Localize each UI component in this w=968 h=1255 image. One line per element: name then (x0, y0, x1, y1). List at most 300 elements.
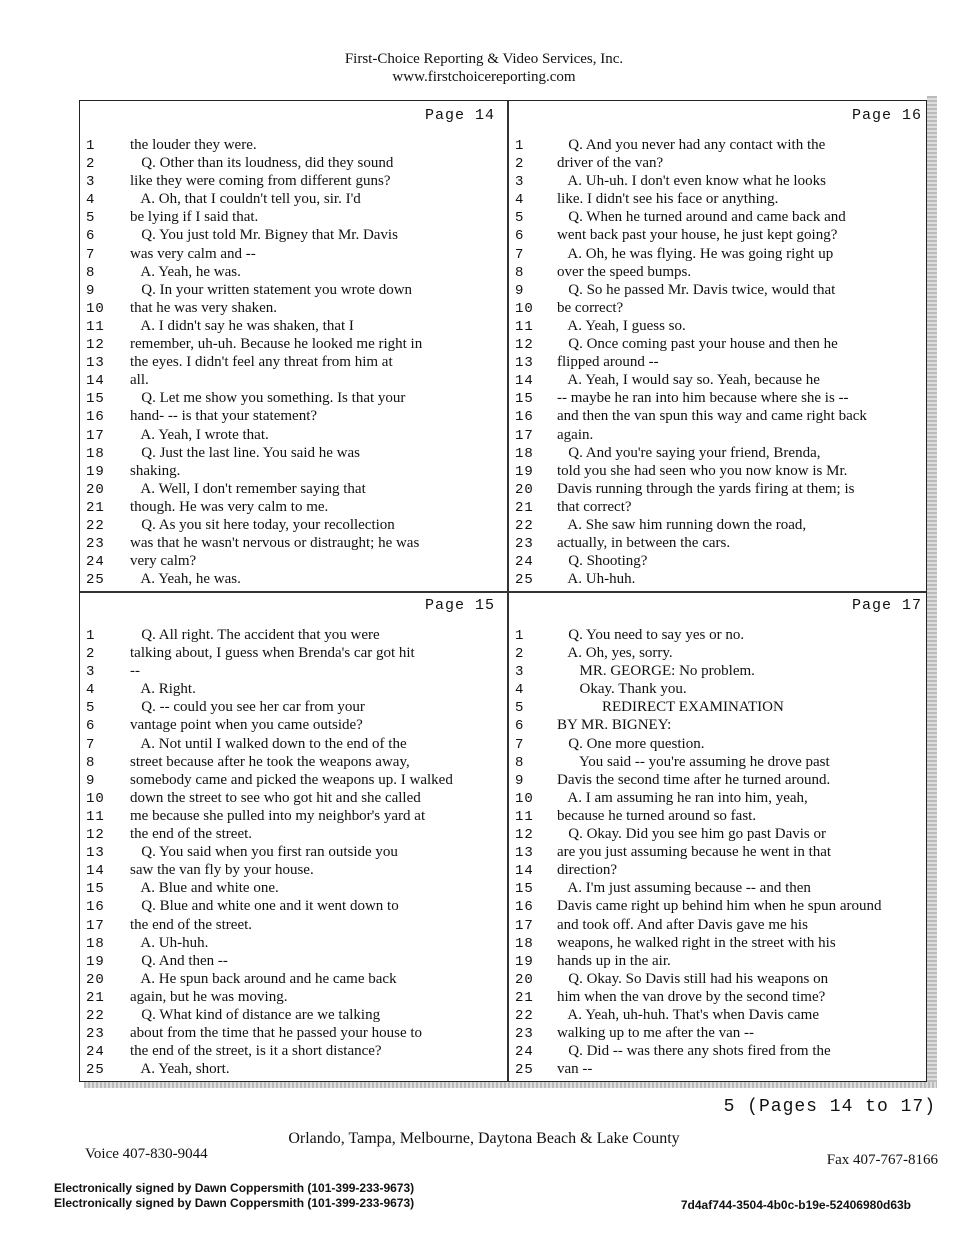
line-text: flipped around -- (557, 354, 659, 371)
line-number: 5 (515, 210, 525, 227)
line-text: told you she had seen who you now know is Mr. (557, 462, 848, 479)
line-number: 25 (515, 1062, 534, 1079)
transcript-line (507, 390, 934, 408)
line-text: very calm? (130, 553, 197, 570)
transcript-line (507, 663, 934, 681)
transcript-line (507, 844, 934, 862)
line-text: Q. Other than its loudness, did they sound (130, 155, 394, 172)
line-number: 6 (86, 228, 96, 245)
line-number: 14 (515, 863, 534, 880)
transcript-line (80, 535, 507, 553)
transcript-line (507, 681, 934, 699)
line-number: 21 (86, 989, 105, 1006)
transcript-line (507, 880, 934, 898)
line-number: 22 (515, 1007, 534, 1024)
line-text: shaking. (130, 462, 181, 479)
transcript-line (80, 191, 507, 209)
line-text: Q. Let me show you something. Is that your (130, 390, 406, 407)
line-text: again, but he was moving. (130, 988, 288, 1005)
line-number: 22 (86, 517, 105, 534)
line-number: 7 (86, 246, 96, 263)
line-text: street because after he took the weapons away, (130, 753, 410, 770)
line-number: 24 (86, 1044, 105, 1061)
line-text: Q. As you sit here today, your recollection (130, 516, 395, 533)
line-text: Davis running through the yards firing at them; is (557, 480, 855, 497)
line-text: saw the van fly by your house. (130, 862, 314, 879)
transcript-line (80, 445, 507, 463)
line-text: A. Yeah, I wrote that. (130, 426, 269, 443)
transcript-line (80, 808, 507, 826)
line-number: 13 (86, 845, 105, 862)
line-number: 12 (86, 827, 105, 844)
transcript-line (507, 808, 934, 826)
transcript-line (507, 246, 934, 264)
line-number: 4 (515, 192, 525, 209)
transcript-line (507, 571, 934, 589)
transcript-line (80, 898, 507, 916)
line-number: 9 (86, 772, 96, 789)
line-text: Q. So he passed Mr. Davis twice, would that (557, 281, 836, 298)
transcript-line (80, 790, 507, 808)
line-text: You said -- you're assuming he drove past (557, 753, 830, 770)
line-number: 18 (86, 445, 105, 462)
line-text: the end of the street. (130, 826, 253, 843)
line-number: 14 (86, 373, 105, 390)
line-number: 1 (515, 628, 525, 644)
transcript-lines (507, 137, 934, 589)
line-text: walking up to me after the van -- (557, 1025, 755, 1042)
transcript-line (80, 264, 507, 282)
transcript-line (80, 917, 507, 935)
line-number: 2 (86, 646, 96, 663)
line-number: 9 (515, 772, 525, 789)
transcript-line (507, 209, 934, 227)
transcript-line (80, 1025, 507, 1043)
line-number: 11 (515, 318, 534, 335)
electronic-signature: Electronically signed by Dawn Coppersmith (101-399-233-9673) (54, 1181, 415, 1195)
transcript-line (80, 209, 507, 227)
transcript-line (507, 499, 934, 517)
line-number: 10 (86, 790, 105, 807)
line-text: actually, in between the cars. (557, 535, 731, 552)
line-text: Q. And you never had any contact with the (557, 137, 826, 153)
line-number: 20 (515, 971, 534, 988)
transcript-line (80, 137, 507, 155)
transcript-page-panel (507, 101, 934, 591)
transcript-line (507, 1061, 934, 1079)
company-name: First-Choice Reporting & Video Services, Inc. (344, 51, 624, 67)
line-number: 8 (515, 754, 525, 771)
transcript-line (80, 1007, 507, 1025)
transcript-line (507, 336, 934, 354)
line-text: be correct? (557, 299, 624, 316)
line-number: 7 (86, 736, 96, 753)
line-number: 13 (86, 355, 105, 372)
grid-shadow-bottom (84, 1082, 937, 1088)
transcript-line (507, 408, 934, 426)
line-text: over the speed bumps. (557, 263, 692, 280)
line-number: 2 (515, 646, 525, 663)
transcript-line (507, 645, 934, 663)
line-number: 18 (515, 935, 534, 952)
transcript-line (80, 318, 507, 336)
line-text: me because she pulled into my neighbor's yard at (130, 807, 426, 824)
line-text: and then the van spun this way and came right back (557, 408, 867, 425)
transcript-line (80, 681, 507, 699)
line-number: 3 (86, 174, 96, 191)
line-number: 13 (515, 845, 534, 862)
page-number-label: Page 15 (424, 597, 495, 614)
line-text: Q. You said when you first ran outside you (130, 844, 398, 861)
line-text: Q. You just told Mr. Bigney that Mr. Davis (130, 227, 398, 244)
transcript-line (80, 772, 507, 790)
line-text: Q. Just the last line. You said he was (130, 444, 360, 461)
transcript-line (80, 336, 507, 354)
line-number: 11 (86, 318, 105, 335)
transcript-lines (80, 627, 507, 1079)
page-header (0, 50, 968, 86)
line-number: 11 (515, 808, 534, 825)
line-text: A. Yeah, uh-huh. That's when Davis came (557, 1006, 819, 1023)
line-number: 24 (515, 554, 534, 571)
transcript-line (80, 246, 507, 264)
transcript-line (80, 1043, 507, 1061)
line-text: weapons, he walked right in the street with his (557, 934, 836, 951)
line-text: Q. Okay. Did you see him go past Davis or (557, 826, 826, 843)
line-number: 1 (515, 138, 525, 154)
transcript-line (507, 935, 934, 953)
transcript-line (80, 627, 507, 645)
line-text: down the street to see who got hit and she called (130, 789, 421, 806)
line-text: all. (130, 372, 149, 389)
line-number: 3 (515, 174, 525, 191)
line-number: 7 (515, 246, 525, 263)
line-text: Q. What kind of distance are we talking (130, 1006, 381, 1023)
line-number: 23 (86, 1026, 105, 1043)
transcript-line (80, 699, 507, 717)
document-id: 7d4af744-3504-4b0c-b19e-52406980d63b (680, 1198, 911, 1212)
line-text: A. Uh-huh. (557, 571, 636, 588)
line-text: the louder they were. (130, 137, 257, 153)
line-number: 23 (515, 1026, 534, 1043)
transcript-line (80, 826, 507, 844)
transcript-line (507, 971, 934, 989)
line-number: 2 (515, 156, 525, 173)
transcript-line (80, 227, 507, 245)
transcript-line (507, 717, 934, 735)
line-number: 16 (515, 409, 534, 426)
transcript-line (507, 790, 934, 808)
line-text: A. I am assuming he ran into him, yeah, (557, 789, 808, 806)
transcript-line (80, 571, 507, 589)
line-text: direction? (557, 862, 617, 879)
line-number: 20 (86, 481, 105, 498)
line-number: 25 (515, 572, 534, 589)
line-text: A. Oh, yes, sorry. (557, 645, 673, 662)
line-text: the eyes. I didn't feel any threat from him at (130, 354, 393, 371)
line-number: 4 (86, 192, 96, 209)
transcript-line (507, 1043, 934, 1061)
line-number: 2 (86, 156, 96, 173)
line-number: 8 (86, 754, 96, 771)
transcript-page-panel (80, 101, 507, 591)
transcript-lines (507, 627, 934, 1079)
line-number: 15 (86, 391, 105, 408)
line-text: REDIRECT EXAMINATION (557, 699, 784, 716)
line-number: 22 (515, 517, 534, 534)
transcript-line (507, 826, 934, 844)
transcript-line (507, 736, 934, 754)
line-text: Q. And you're saying your friend, Brenda, (557, 444, 821, 461)
line-number: 17 (515, 917, 534, 934)
transcript-line (507, 1025, 934, 1043)
line-text: A. I didn't say he was shaken, that I (130, 317, 354, 334)
transcript-line (507, 445, 934, 463)
line-text: the end of the street. (130, 916, 253, 933)
transcript-line (80, 408, 507, 426)
line-number: 17 (86, 917, 105, 934)
line-text: Q. You need to say yes or no. (557, 627, 745, 643)
line-number: 12 (515, 827, 534, 844)
line-number: 18 (86, 935, 105, 952)
line-text: though. He was very calm to me. (130, 498, 329, 515)
line-text: vantage point when you came outside? (130, 717, 363, 734)
transcript-line (507, 553, 934, 571)
transcript-line (507, 318, 934, 336)
line-text: him when the van drove by the second time? (557, 988, 826, 1005)
line-text: MR. GEORGE: No problem. (557, 663, 755, 680)
line-number: 5 (86, 700, 96, 717)
line-text: Q. In your written statement you wrote down (130, 281, 413, 298)
transcript-page-panel (80, 591, 507, 1081)
line-text: about from the time that he passed your house to (130, 1025, 423, 1042)
line-number: 23 (515, 536, 534, 553)
voice-phone: Voice 407-830-9044 (85, 1146, 208, 1162)
line-number: 7 (515, 736, 525, 753)
transcript-page-panel (507, 591, 934, 1081)
line-text: A. She saw him running down the road, (557, 516, 807, 533)
line-text: Davis came right up behind him when he spun around (557, 898, 882, 915)
page-number-label: Page 17 (851, 597, 922, 614)
line-text: A. Not until I walked down to the end of the (130, 735, 407, 752)
transcript-line (80, 953, 507, 971)
line-text: Q. Once coming past your house and then he (557, 336, 838, 353)
line-text: somebody came and picked the weapons up. I walked (130, 771, 453, 788)
line-number: 16 (515, 899, 534, 916)
line-text: again. (557, 426, 594, 443)
transcript-grid (79, 100, 927, 1082)
pages-summary: 5 (Pages 14 to 17) (723, 1097, 936, 1117)
line-text: A. Right. (130, 681, 196, 698)
line-text: because he turned around so fast. (557, 807, 757, 824)
line-number: 24 (86, 554, 105, 571)
line-number: 9 (86, 282, 96, 299)
transcript-line (507, 300, 934, 318)
transcript-line (80, 553, 507, 571)
line-number: 16 (86, 409, 105, 426)
transcript-line (507, 191, 934, 209)
transcript-line (80, 717, 507, 735)
line-number: 12 (86, 337, 105, 354)
office-locations: Orlando, Tampa, Melbourne, Daytona Beach & Lake County (288, 1130, 680, 1147)
line-text: A. Blue and white one. (130, 880, 279, 897)
line-number: 22 (86, 1007, 105, 1024)
line-number: 14 (86, 863, 105, 880)
line-number: 8 (515, 264, 525, 281)
line-number: 3 (515, 664, 525, 681)
line-text: A. Well, I don't remember saying that (130, 480, 366, 497)
line-number: 15 (515, 881, 534, 898)
line-text: Q. All right. The accident that you were (130, 627, 380, 643)
transcript-line (80, 971, 507, 989)
transcript-line (80, 880, 507, 898)
line-number: 3 (86, 664, 96, 681)
line-number: 11 (86, 808, 105, 825)
transcript-line (507, 953, 934, 971)
line-number: 4 (515, 682, 525, 699)
line-number: 21 (86, 499, 105, 516)
line-text: A. Yeah, he was. (130, 571, 241, 588)
transcript-line (507, 155, 934, 173)
transcript-line (80, 1061, 507, 1079)
line-text: went back past your house, he just kept going? (557, 227, 838, 244)
line-number: 24 (515, 1044, 534, 1061)
line-text: are you just assuming because he went in that (557, 844, 832, 861)
line-number: 15 (515, 391, 534, 408)
line-number: 19 (515, 463, 534, 480)
transcript-line (507, 517, 934, 535)
line-number: 25 (86, 1062, 105, 1079)
transcript-line (80, 736, 507, 754)
transcript-line (80, 989, 507, 1007)
line-text: Q. When he turned around and came back and (557, 209, 846, 226)
line-number: 10 (515, 790, 534, 807)
line-number: 17 (515, 427, 534, 444)
line-text: A. Yeah, he was. (130, 263, 241, 280)
transcript-line (80, 844, 507, 862)
transcript-line (507, 481, 934, 499)
line-text: Q. And then -- (130, 952, 228, 969)
line-text: talking about, I guess when Brenda's car got hit (130, 645, 415, 662)
line-text: BY MR. BIGNEY: (557, 717, 672, 734)
line-number: 19 (86, 463, 105, 480)
line-number: 10 (86, 300, 105, 317)
line-text: be lying if I said that. (130, 209, 259, 226)
line-text: like. I didn't see his face or anything. (557, 191, 779, 208)
electronic-signature: Electronically signed by Dawn Coppersmith (101-399-233-9673) (54, 1196, 415, 1210)
fax-number: Fax 407-767-8166 (826, 1152, 938, 1168)
line-number: 13 (515, 355, 534, 372)
line-text: A. Yeah, short. (130, 1061, 230, 1078)
line-text: hand- -- is that your statement? (130, 408, 318, 425)
line-text: van -- (557, 1061, 593, 1078)
transcript-line (507, 1007, 934, 1025)
line-number: 19 (86, 953, 105, 970)
line-number: 14 (515, 373, 534, 390)
line-text: A. He spun back around and he came back (130, 970, 397, 987)
line-text: A. Oh, he was flying. He was going right up (557, 245, 834, 262)
transcript-line (507, 862, 934, 880)
line-text: remember, uh-uh. Because he looked me right in (130, 336, 423, 353)
line-text: and took off. And after Davis gave me his (557, 916, 808, 933)
line-number: 8 (86, 264, 96, 281)
transcript-line (507, 354, 934, 372)
line-text: was very calm and -- (130, 245, 256, 262)
line-number: 1 (86, 628, 96, 644)
line-text: that he was very shaken. (130, 299, 278, 316)
line-number: 6 (515, 718, 525, 735)
line-number: 4 (86, 682, 96, 699)
company-website: www.firstchoicereporting.com (392, 69, 576, 85)
line-text: -- maybe he ran into him because where she is -- (557, 390, 849, 407)
line-number: 6 (515, 228, 525, 245)
transcript-line (507, 137, 934, 155)
line-text: Davis the second time after he turned around. (557, 771, 831, 788)
transcript-line (507, 898, 934, 916)
line-text: Q. Okay. So Davis still had his weapons on (557, 970, 829, 987)
line-text: Q. Shooting? (557, 553, 648, 570)
line-text: the end of the street, is it a short distance? (130, 1043, 382, 1060)
transcript-line (507, 699, 934, 717)
transcript-line (507, 282, 934, 300)
line-number: 12 (515, 337, 534, 354)
line-text: driver of the van? (557, 155, 664, 172)
transcript-lines (80, 137, 507, 589)
transcript-line (80, 427, 507, 445)
line-text: -- (130, 663, 140, 680)
line-text: A. Uh-uh. I don't even know what he looks (557, 173, 826, 190)
line-number: 5 (515, 700, 525, 717)
transcript-line (80, 754, 507, 772)
line-text: hands up in the air. (557, 952, 671, 969)
line-text: Q. -- could you see her car from your (130, 699, 365, 716)
transcript-line (507, 427, 934, 445)
transcript-line (507, 535, 934, 553)
transcript-line (80, 282, 507, 300)
transcript-line (80, 645, 507, 663)
line-number: 23 (86, 536, 105, 553)
line-number: 25 (86, 572, 105, 589)
transcript-line (80, 390, 507, 408)
transcript-line (507, 264, 934, 282)
line-text: Q. One more question. (557, 735, 705, 752)
transcript-line (507, 463, 934, 481)
line-text: was that he wasn't nervous or distraught; he was (130, 535, 420, 552)
transcript-line (507, 227, 934, 245)
line-number: 16 (86, 899, 105, 916)
line-text: Okay. Thank you. (557, 681, 687, 698)
line-text: A. Yeah, I guess so. (557, 317, 686, 334)
line-number: 21 (515, 499, 534, 516)
transcript-line (80, 300, 507, 318)
transcript-line (80, 354, 507, 372)
transcript-line (80, 173, 507, 191)
transcript-line (80, 155, 507, 173)
transcript-line (80, 663, 507, 681)
transcript-line (80, 517, 507, 535)
page-number-label: Page 16 (851, 107, 922, 124)
transcript-line (507, 173, 934, 191)
line-number: 20 (86, 971, 105, 988)
line-number: 15 (86, 881, 105, 898)
line-number: 6 (86, 718, 96, 735)
line-number: 1 (86, 138, 96, 154)
line-number: 19 (515, 953, 534, 970)
line-number: 10 (515, 300, 534, 317)
transcript-line (507, 989, 934, 1007)
line-text: that correct? (557, 498, 632, 515)
line-number: 5 (86, 210, 96, 227)
